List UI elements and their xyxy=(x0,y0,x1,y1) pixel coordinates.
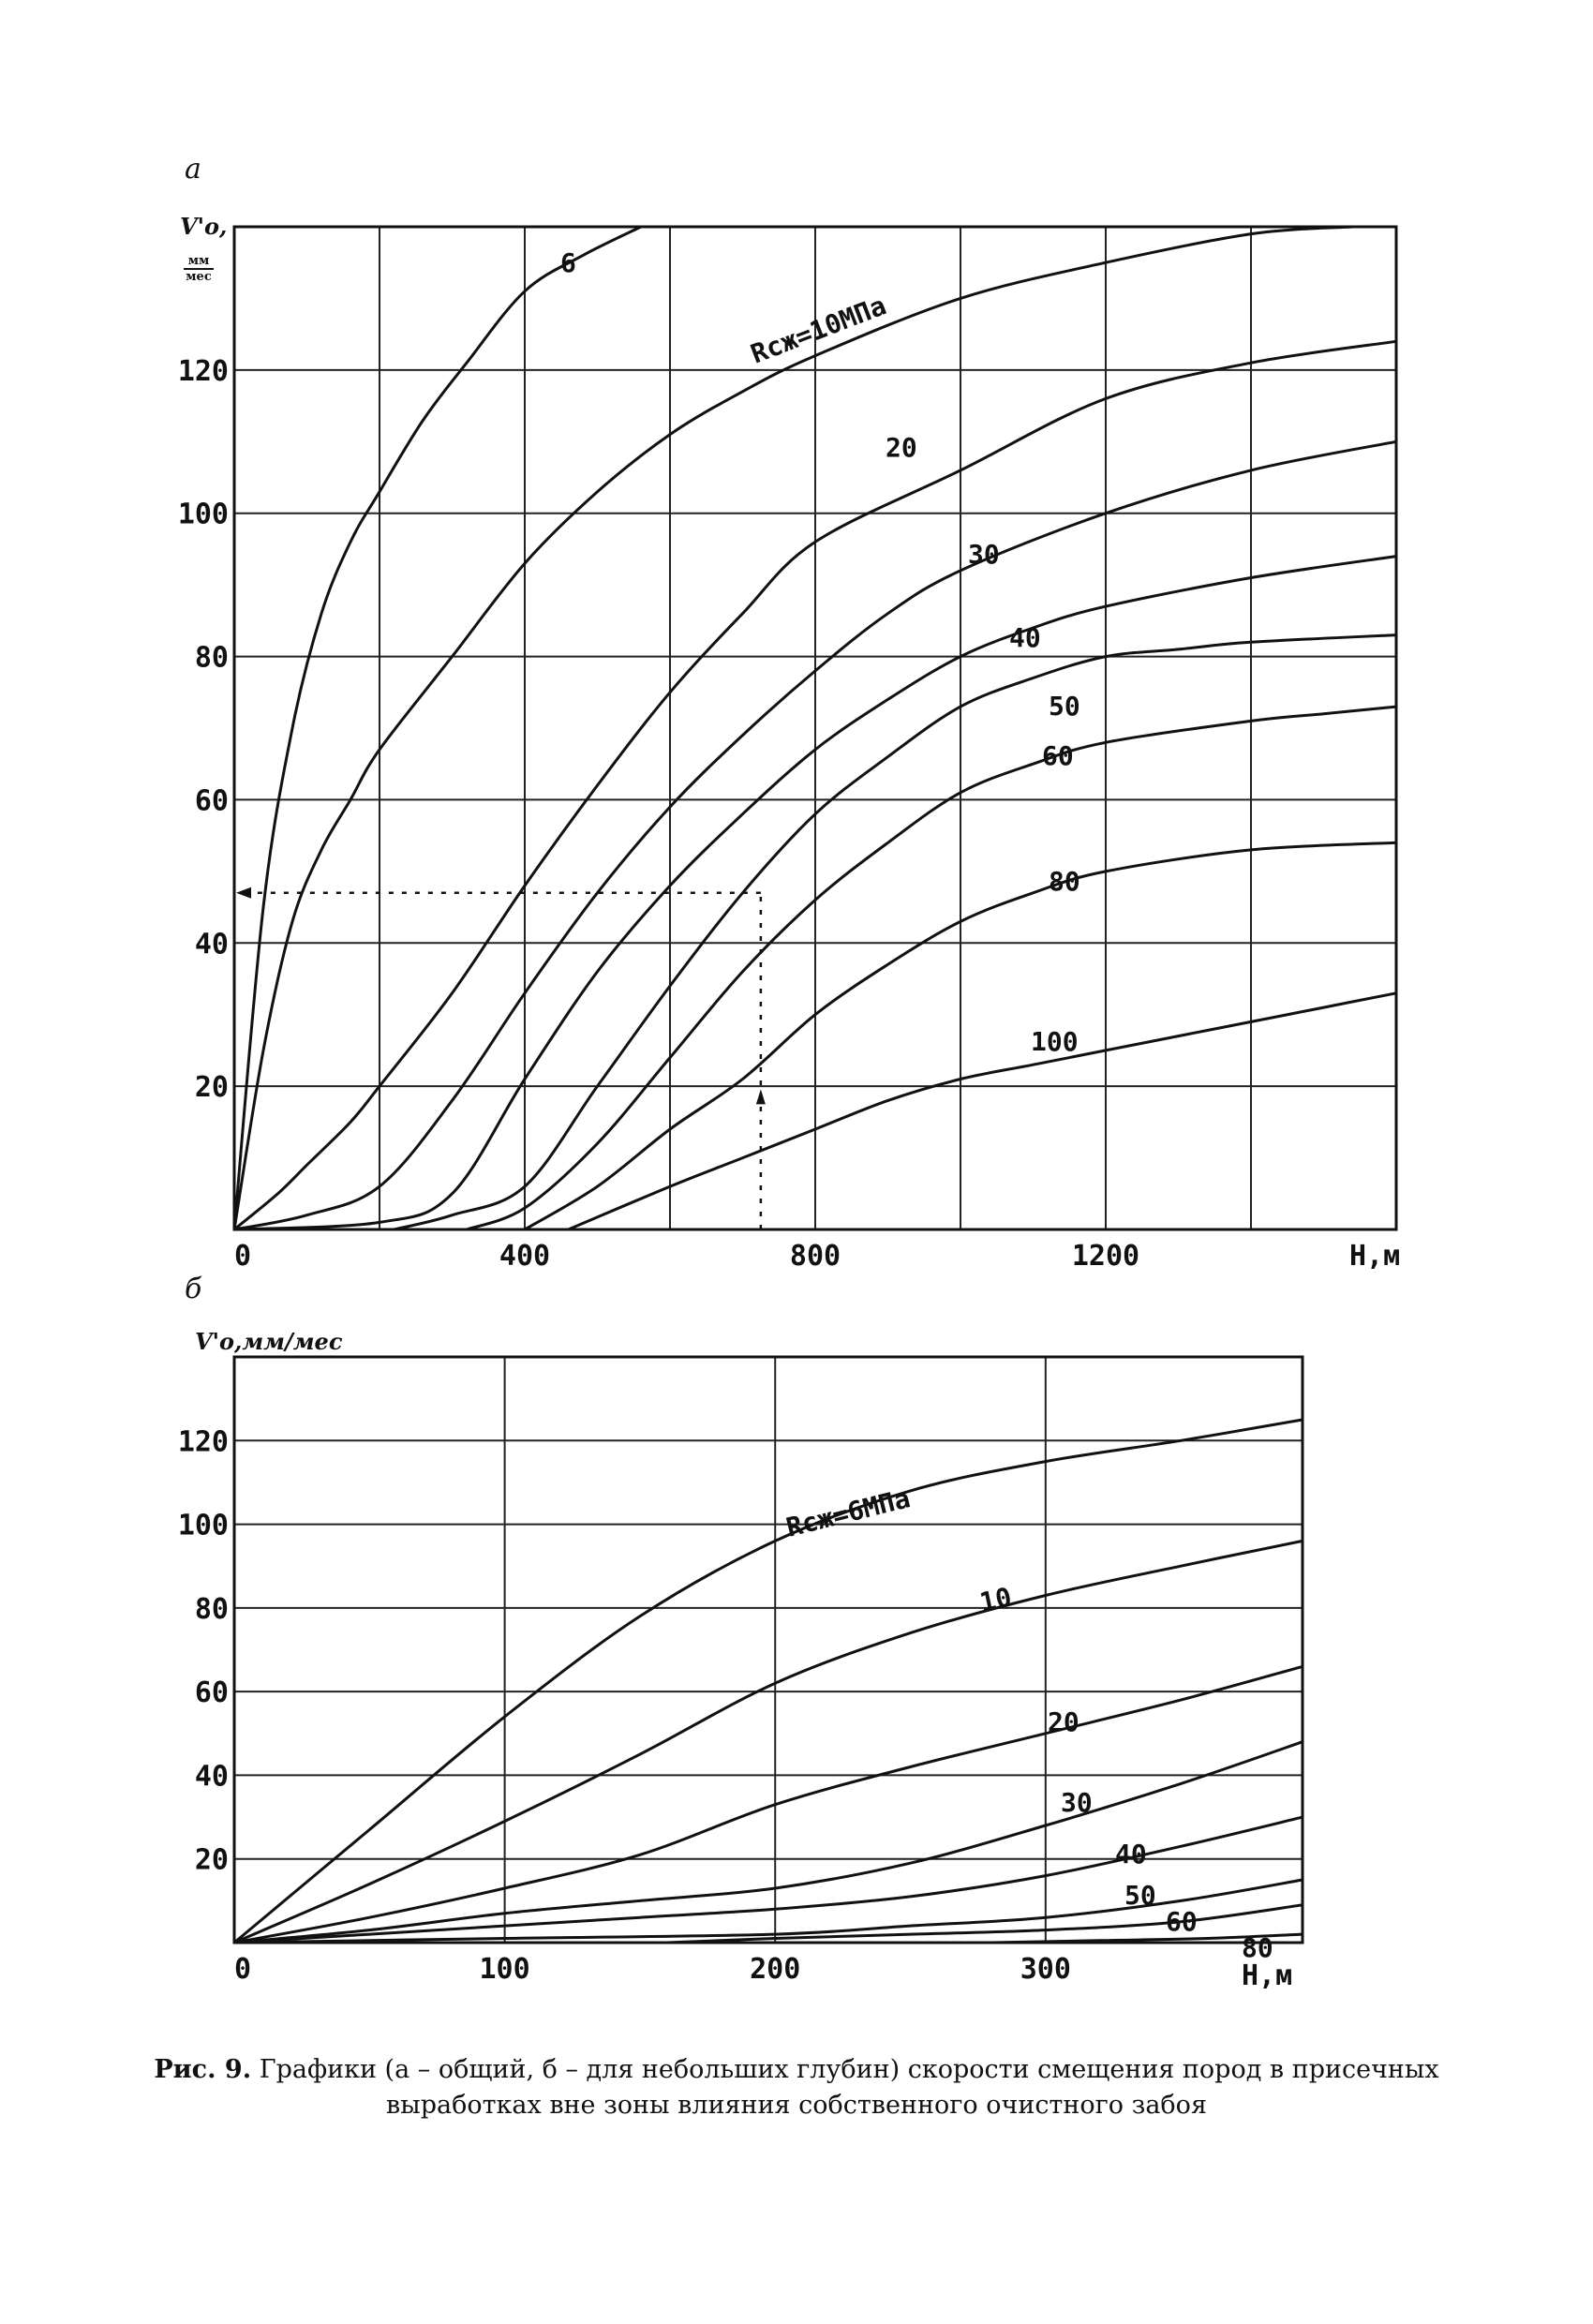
figure-caption xyxy=(141,2052,1452,2123)
chart-a-ytick-label: 20 xyxy=(194,1071,229,1105)
chart-b-ylabel: V'o,мм/мес xyxy=(195,1328,343,1355)
curve-label-b-30: 30 xyxy=(1061,1787,1093,1818)
chart-a-grid xyxy=(234,227,1396,1229)
curve-label-b-40: 40 xyxy=(1115,1839,1147,1870)
chart-a-ytick-label: 100 xyxy=(177,498,229,531)
chart-a-xtick-label: 1200 xyxy=(1071,1240,1140,1273)
chart-b-xtick-label: 300 xyxy=(1020,1953,1071,1986)
chart-b-xtick-label: 0 xyxy=(234,1953,252,1986)
chart-a-xtick-label: 800 xyxy=(789,1240,841,1273)
chart-b-panel-label: б xyxy=(185,1273,202,1305)
chart-a-guide xyxy=(236,887,766,1229)
chart-a-guide-arrowhead-left xyxy=(236,887,251,899)
chart-a-panel-label: а xyxy=(185,153,201,186)
curve-label-a-100: 100 xyxy=(1031,1026,1079,1057)
figure-caption-text: Графики (а – общий, б – для небольших глубин) скорости смещения пород в присечных выработках вне зоны влияния собственного очистного забоя xyxy=(259,2055,1439,2120)
chart-a-ytick-label: 60 xyxy=(194,784,229,818)
curve-label-b-50: 50 xyxy=(1124,1880,1156,1911)
chart-a-guide-arrowhead-up xyxy=(756,1089,766,1104)
chart-a-series-line-6 xyxy=(395,635,1397,1229)
curve-label-a-80: 80 xyxy=(1049,866,1080,897)
chart-b-curve-labels xyxy=(783,1482,1273,1963)
chart-b xyxy=(178,1273,1303,1992)
chart-b-xtick-label: 200 xyxy=(750,1953,801,1986)
curve-label-a-60: 60 xyxy=(1042,740,1074,771)
chart-a-xtick-label: 0 xyxy=(234,1240,252,1273)
curve-label-b-6: Rсж=6МПа xyxy=(782,1482,914,1543)
curve-label-a-40: 40 xyxy=(1009,622,1041,653)
figure-caption-lead: Рис. 9. xyxy=(154,2055,252,2084)
chart-a xyxy=(178,153,1400,1273)
chart-a-series-line-1 xyxy=(234,227,641,1229)
chart-b-ytick-label: 80 xyxy=(194,1592,229,1626)
chart-b-ytick-label: 40 xyxy=(194,1760,229,1794)
chart-a-curve-labels xyxy=(560,247,1080,1057)
chart-a-series-line-7 xyxy=(467,707,1396,1229)
chart-a-ylabel-unit-top: мм xyxy=(187,254,210,268)
chart-a-ylabel: V'o, xyxy=(180,213,228,240)
chart-a-xlabel: H,м xyxy=(1349,1240,1401,1273)
chart-a-ytick-label: 120 xyxy=(177,354,229,388)
curve-label-a-50: 50 xyxy=(1049,691,1080,722)
curve-label-b-60: 60 xyxy=(1166,1906,1198,1937)
chart-a-xtick-label: 400 xyxy=(499,1240,551,1273)
chart-a-ytick-label: 40 xyxy=(194,928,229,961)
chart-b-xtick-label: 100 xyxy=(479,1953,530,1986)
chart-b-xlabel: H,м xyxy=(1242,1959,1293,1992)
curve-label-b-20: 20 xyxy=(1048,1706,1079,1737)
curve-label-a-20: 20 xyxy=(886,432,917,463)
chart-b-ytick-label: 120 xyxy=(177,1425,229,1459)
curve-label-a-10: Rсж=10МПа xyxy=(746,290,891,370)
chart-b-ytick-label: 20 xyxy=(194,1843,229,1877)
curve-label-b-80: 80 xyxy=(1242,1932,1273,1963)
curve-label-b-10: 10 xyxy=(976,1581,1015,1618)
curve-label-a-6: 6 xyxy=(560,247,576,278)
chart-b-ytick-label: 100 xyxy=(177,1509,229,1542)
chart-a-ytick-label: 80 xyxy=(194,641,229,675)
curve-label-a-30: 30 xyxy=(968,539,1000,570)
chart-a-ylabel-unit-bottom: мес xyxy=(186,270,212,284)
chart-b-ytick-label: 60 xyxy=(194,1676,229,1710)
chart-a-ticks xyxy=(178,355,1139,1273)
